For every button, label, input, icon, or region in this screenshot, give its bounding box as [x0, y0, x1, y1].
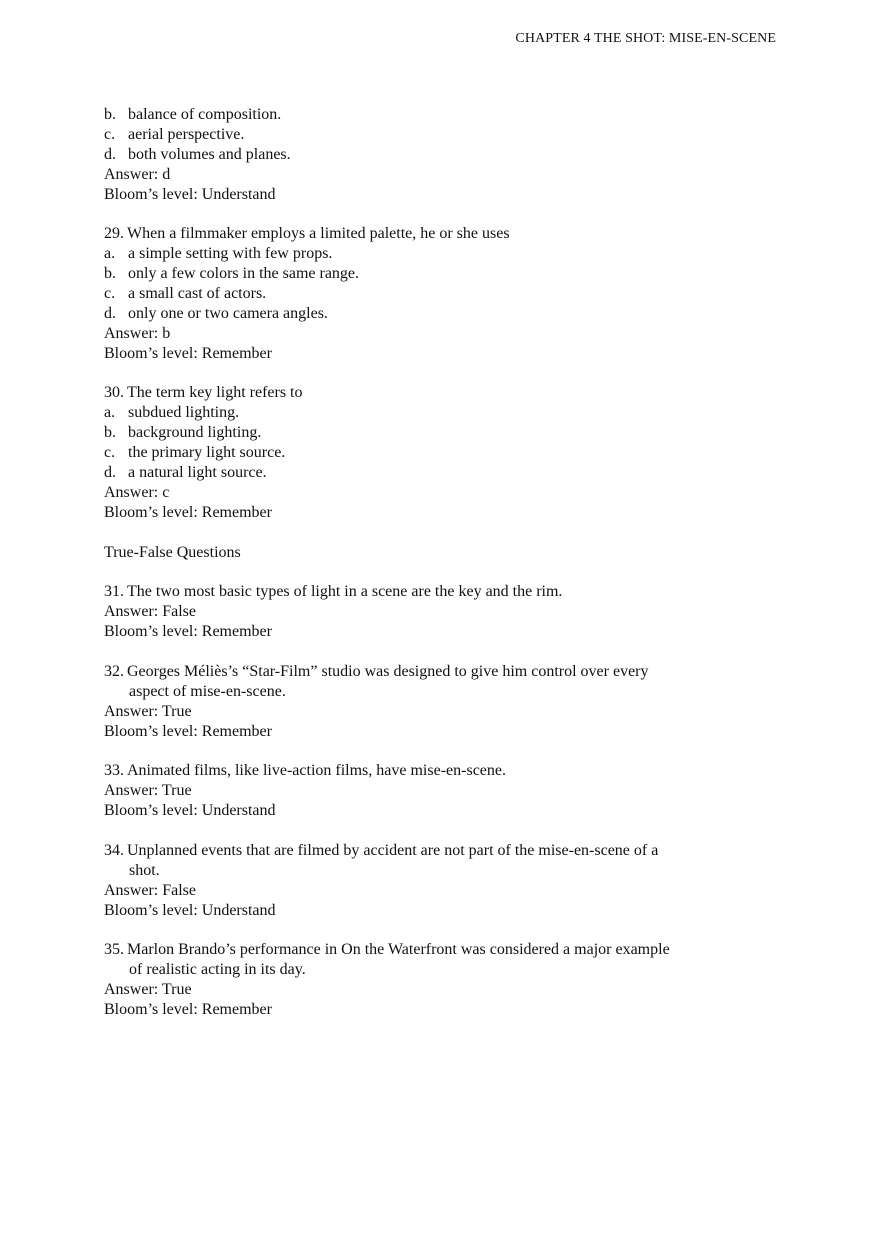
option-letter: c. [104, 444, 116, 462]
option-letter: b. [104, 106, 116, 123]
question-text-continued: shot. [129, 861, 160, 879]
question-number: 34. [104, 841, 124, 859]
answer: Answer: True [104, 981, 192, 999]
answer: Answer: False [104, 881, 196, 899]
option-text: a small cast of actors. [128, 285, 267, 303]
option-text: both volumes and planes. [128, 145, 291, 163]
option-a [104, 403, 784, 423]
answer: Answer: True [104, 702, 192, 720]
option-d [104, 145, 784, 165]
answer: Answer: c [104, 483, 170, 501]
question-text: When a filmmaker employs a limited palette, he or she uses [127, 225, 510, 243]
question-stem [104, 761, 784, 781]
answer: Answer: True [104, 782, 192, 800]
question-stem [104, 662, 784, 682]
question-text-continued: aspect of mise-en-scene. [129, 682, 286, 700]
question-stem [104, 841, 784, 861]
option-text: subdued lighting. [128, 404, 240, 422]
question-stem [104, 383, 784, 403]
option-text: background lighting. [128, 424, 262, 442]
option-text: balance of composition. [128, 106, 282, 123]
question-text: Animated films, like live-action films, have mise-en-scene. [127, 762, 506, 780]
running-header: CHAPTER 4 THE SHOT: MISE-EN-SCENE [515, 31, 776, 46]
answer: Answer: False [104, 603, 196, 621]
option-d [104, 463, 784, 483]
answer: Answer: b [104, 324, 171, 342]
question-34 [104, 841, 784, 921]
option-c [104, 125, 784, 145]
section-heading: True-False Questions [104, 543, 241, 561]
option-letter: d. [104, 145, 116, 163]
bloom-level: Bloom’s level: Remember [104, 722, 272, 740]
bloom-level: Bloom’s level: Remember [104, 1001, 272, 1019]
question-number: 32. [104, 662, 124, 680]
question-33 [104, 761, 784, 821]
question-30 [104, 383, 784, 522]
bloom-level: Bloom’s level: Understand [104, 802, 276, 820]
question-stem [104, 582, 784, 602]
question-number: 35. [104, 941, 124, 959]
bloom-level: Bloom’s level: Remember [104, 623, 272, 641]
option-letter: c. [104, 285, 116, 303]
question-text: The term key light refers to [127, 384, 303, 402]
option-text: aerial perspective. [128, 125, 245, 143]
option-text: the primary light source. [128, 444, 286, 462]
bloom-level: Bloom’s level: Remember [104, 503, 272, 521]
question-number: 29. [104, 225, 124, 243]
option-letter: b. [104, 265, 116, 283]
question-number: 30. [104, 384, 124, 402]
option-a [104, 244, 784, 264]
question-text: Georges Méliès’s “Star-Film” studio was designed to give him control over every [127, 662, 649, 680]
option-text: a simple setting with few props. [128, 245, 333, 263]
question-35 [104, 940, 784, 1020]
question-32 [104, 662, 784, 742]
option-letter: c. [104, 125, 116, 143]
question-number: 31. [104, 583, 124, 601]
answer: Answer: d [104, 165, 171, 183]
option-letter: a. [104, 245, 116, 263]
option-text: only one or two camera angles. [128, 304, 328, 322]
option-c [104, 443, 784, 463]
question-number: 33. [104, 762, 124, 780]
option-letter: b. [104, 424, 116, 442]
page-content [104, 105, 784, 1040]
option-b [104, 264, 784, 284]
question-text: Unplanned events that are filmed by accident are not part of the mise-en-scene of a [127, 841, 659, 859]
question-29 [104, 224, 784, 363]
question-stem [104, 940, 784, 960]
question-28-carryover [104, 105, 784, 204]
option-d [104, 304, 784, 324]
option-letter: a. [104, 404, 116, 422]
option-c [104, 284, 784, 304]
question-31 [104, 582, 784, 642]
option-b [104, 105, 784, 125]
bloom-level: Bloom’s level: Understand [104, 901, 276, 919]
question-text: The two most basic types of light in a scene are the key and the rim. [127, 583, 563, 601]
option-letter: d. [104, 464, 116, 482]
question-text: Marlon Brando’s performance in On the Waterfront was considered a major example [127, 941, 670, 959]
section-true-false [104, 543, 784, 563]
option-text: a natural light source. [128, 464, 267, 482]
question-text-continued: of realistic acting in its day. [129, 961, 306, 979]
option-b [104, 423, 784, 443]
option-letter: d. [104, 304, 116, 322]
bloom-level: Bloom’s level: Remember [104, 344, 272, 362]
question-stem [104, 224, 784, 244]
bloom-level: Bloom’s level: Understand [104, 185, 276, 203]
option-text: only a few colors in the same range. [128, 265, 360, 283]
